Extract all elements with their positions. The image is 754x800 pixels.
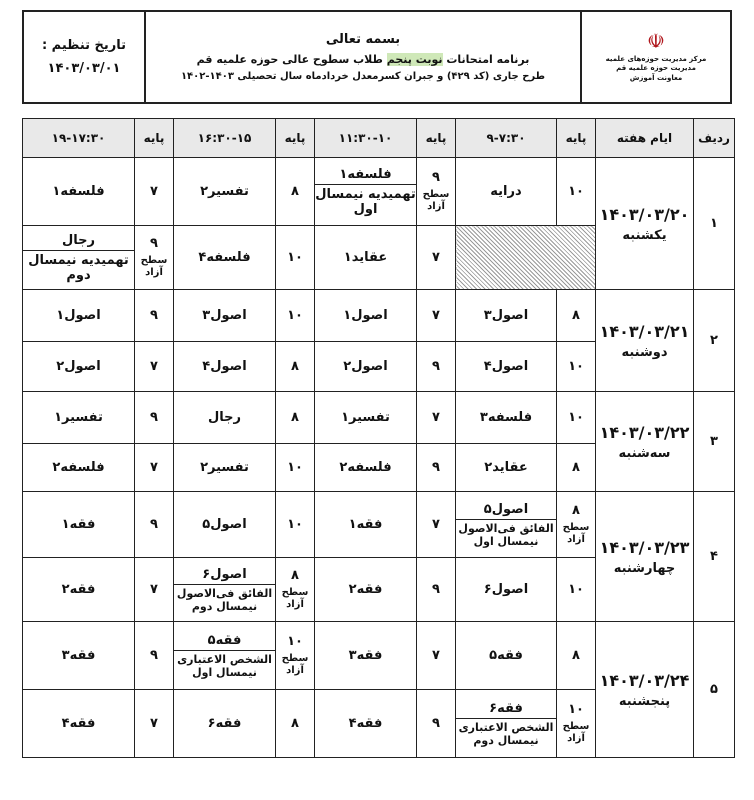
level-note: سطح آزاد [562, 720, 590, 744]
table-row [23, 492, 735, 558]
level-cell: ۹ [417, 690, 456, 758]
subject-cell: فلسفه۴ [174, 226, 276, 290]
org-line-1: مرکز مدیریت حوزه‌های علمیه [605, 54, 707, 63]
level-value: ۹ [432, 169, 440, 185]
subject-cell: فقه۳ [315, 622, 417, 690]
subject-note: الفائق فی‌الاصول نیمسال دوم [176, 586, 273, 613]
subject-cell: فقه۲ [315, 558, 417, 622]
subject-cell: فقه۶ [174, 690, 276, 758]
subject-cell: تفسیر۱ [315, 392, 417, 444]
level-cell [557, 492, 596, 558]
table-row [23, 622, 735, 690]
level-cell: ۷ [135, 342, 174, 392]
level-cell: ۷ [417, 622, 456, 690]
level-cell: ۸ [557, 444, 596, 492]
empty-hatched-cell [456, 226, 596, 290]
subject-note: تهمیدیه نیمسال اول [315, 186, 416, 217]
level-note: سطح آزاد [140, 254, 168, 278]
schedule-title [197, 53, 530, 66]
level-cell: ۹ [135, 622, 174, 690]
day-name: پنجشنبه [618, 693, 671, 709]
organization-logo [580, 12, 730, 102]
table-header-row [23, 119, 735, 158]
subject-cell: فقه۳ [23, 622, 135, 690]
day-date: ۱۴۰۳/۰۳/۲۴ [599, 670, 690, 690]
level-cell: ۸ [276, 342, 315, 392]
subject-cell: فقه۵ [456, 622, 557, 690]
subject-cell: فقه۱ [315, 492, 417, 558]
day-name: دوشنبه [621, 344, 668, 360]
subject-name: رجال [23, 231, 134, 251]
subject-cell [174, 622, 276, 690]
day-cell [596, 290, 694, 392]
level-cell: ۸ [276, 392, 315, 444]
col-time-2: ۱۱:۳۰-۱۰ [315, 119, 417, 158]
level-note: سطح آزاد [422, 188, 450, 212]
level-cell [276, 558, 315, 622]
subject-cell [456, 492, 557, 558]
day-cell [596, 492, 694, 622]
level-cell: ۱۰ [557, 392, 596, 444]
subject-cell: اصول۶ [456, 558, 557, 622]
day-name: یکشنبه [622, 227, 667, 243]
subject-cell [23, 226, 135, 290]
subject-name: فقه۵ [174, 631, 275, 651]
table-row [23, 392, 735, 444]
level-cell: ۱۰ [276, 444, 315, 492]
col-level: پایه [417, 119, 456, 158]
subject-cell: اصول۴ [174, 342, 276, 392]
level-cell: ۷ [135, 158, 174, 226]
day-cell [596, 622, 694, 758]
row-number: ۴ [694, 492, 735, 622]
row-number: ۱ [694, 158, 735, 290]
subject-cell: اصول۴ [456, 342, 557, 392]
level-note: سطح آزاد [562, 521, 590, 545]
subject-cell: فقه۴ [23, 690, 135, 758]
col-time-3: ۱۶:۳۰-۱۵ [174, 119, 276, 158]
col-level: پایه [557, 119, 596, 158]
day-date: ۱۴۰۳/۰۳/۲۰ [599, 204, 690, 224]
issue-date-box [24, 12, 146, 102]
level-value: ۸ [572, 502, 580, 518]
subject-note: الفائق فی‌الاصول نیمسال اول [458, 521, 554, 548]
level-note: سطح آزاد [281, 652, 309, 676]
subject-note: تهمیدیه نیمسال دوم [28, 252, 129, 283]
level-cell: ۸ [557, 622, 596, 690]
subject-cell: تفسیر۲ [174, 444, 276, 492]
level-cell: ۱۰ [557, 558, 596, 622]
level-cell: ۹ [135, 492, 174, 558]
level-cell: ۷ [135, 444, 174, 492]
col-time-1: ۹-۷:۳۰ [456, 119, 557, 158]
subject-cell: اصول۲ [23, 342, 135, 392]
subject-name: اصول۶ [174, 565, 275, 585]
bismillah-title: بسمه تعالی [325, 32, 401, 47]
col-level: پایه [135, 119, 174, 158]
col-time-4: ۱۹-۱۷:۳۰ [23, 119, 135, 158]
level-cell: ۹ [135, 392, 174, 444]
day-date: ۱۴۰۳/۰۳/۲۳ [599, 537, 690, 557]
level-cell: ۷ [417, 492, 456, 558]
level-cell: ۸ [557, 290, 596, 342]
level-cell [276, 622, 315, 690]
level-cell: ۷ [135, 690, 174, 758]
schedule-title-pre: برنامه امتحانات [442, 53, 530, 66]
subject-name: فلسفه۱ [315, 165, 416, 185]
subject-cell: اصول۳ [174, 290, 276, 342]
subject-cell: تفسیر۱ [23, 392, 135, 444]
header-box [22, 10, 732, 104]
subject-cell: رجال [174, 392, 276, 444]
level-cell: ۷ [417, 226, 456, 290]
subject-name: اصول۵ [456, 500, 556, 520]
level-cell [417, 158, 456, 226]
level-cell: ۷ [417, 290, 456, 342]
subject-note: الشخص الاعتباری نیمسال اول [177, 652, 272, 679]
day-name: سه‌شنبه [618, 445, 671, 461]
org-line-3: معاونت آموزش [629, 73, 683, 82]
level-cell: ۱۰ [276, 290, 315, 342]
subject-cell: عقاید۱ [315, 226, 417, 290]
level-cell: ۹ [417, 342, 456, 392]
day-name: چهارشنبه [613, 560, 676, 576]
subject-cell: فلسفه۲ [315, 444, 417, 492]
subject-cell: فلسفه۳ [456, 392, 557, 444]
subject-cell [315, 158, 417, 226]
level-cell: ۷ [135, 558, 174, 622]
level-cell [135, 226, 174, 290]
subject-note: الشخص الاعتباری نیمسال دوم [458, 720, 554, 747]
issue-date-value: ۱۴۰۳/۰۳/۰۱ [47, 61, 121, 76]
level-value: ۱۰ [568, 701, 584, 717]
level-cell: ۸ [276, 690, 315, 758]
subject-cell [174, 558, 276, 622]
subject-name: فقه۶ [456, 699, 556, 719]
table-row [23, 290, 735, 342]
exam-schedule-table [22, 118, 735, 758]
level-cell: ۱۰ [276, 492, 315, 558]
level-note: سطح آزاد [281, 586, 309, 610]
level-cell: ۹ [417, 444, 456, 492]
issue-date-label: تاریخ تنظیم : [41, 38, 127, 53]
row-number: ۵ [694, 622, 735, 758]
subject-cell: فلسفه۲ [23, 444, 135, 492]
level-cell: ۹ [417, 558, 456, 622]
col-row-number: ردیف [694, 119, 735, 158]
level-cell: ۱۰ [557, 158, 596, 226]
header-titles [146, 12, 580, 102]
subject-cell: اصول۵ [174, 492, 276, 558]
level-value: ۱۰ [287, 633, 303, 649]
schedule-title-post: طلاب سطوح عالی حوزه علمیه قم [196, 53, 387, 66]
level-cell: ۸ [276, 158, 315, 226]
row-number: ۲ [694, 290, 735, 392]
subject-cell: اصول۱ [23, 290, 135, 342]
subject-cell: اصول۳ [456, 290, 557, 342]
level-cell [557, 690, 596, 758]
subject-cell [456, 690, 557, 758]
iran-emblem-icon: ☫ [647, 28, 665, 53]
schedule-subtitle: طرح جاری (کد ۴۲۹) و جبران کسرمعدل خردادماه سال تحصیلی ۱۴۰۳-۱۴۰۲ [180, 71, 546, 82]
subject-cell: اصول۱ [315, 290, 417, 342]
schedule-title-highlight: نوبت پنجم [386, 53, 443, 66]
subject-cell: فقه۴ [315, 690, 417, 758]
level-value: ۸ [291, 567, 299, 583]
subject-cell: فلسفه۱ [23, 158, 135, 226]
subject-cell: فقه۱ [23, 492, 135, 558]
level-value: ۹ [150, 235, 158, 251]
subject-cell: فقه۲ [23, 558, 135, 622]
subject-cell: اصول۲ [315, 342, 417, 392]
row-number: ۳ [694, 392, 735, 492]
day-date: ۱۴۰۳/۰۳/۲۱ [599, 321, 690, 341]
col-level: پایه [276, 119, 315, 158]
col-days: ایام هفته [596, 119, 694, 158]
level-cell: ۹ [135, 290, 174, 342]
subject-cell: تفسیر۲ [174, 158, 276, 226]
day-date: ۱۴۰۳/۰۳/۲۲ [599, 422, 690, 442]
subject-cell: عقاید۲ [456, 444, 557, 492]
day-cell [596, 158, 694, 290]
day-cell [596, 392, 694, 492]
org-line-2: مدیریت حوزه علمیه قم [616, 64, 696, 73]
level-cell: ۷ [417, 392, 456, 444]
table-row [23, 158, 735, 226]
level-cell: ۱۰ [276, 226, 315, 290]
subject-cell: درایه [456, 158, 557, 226]
level-cell: ۱۰ [557, 342, 596, 392]
